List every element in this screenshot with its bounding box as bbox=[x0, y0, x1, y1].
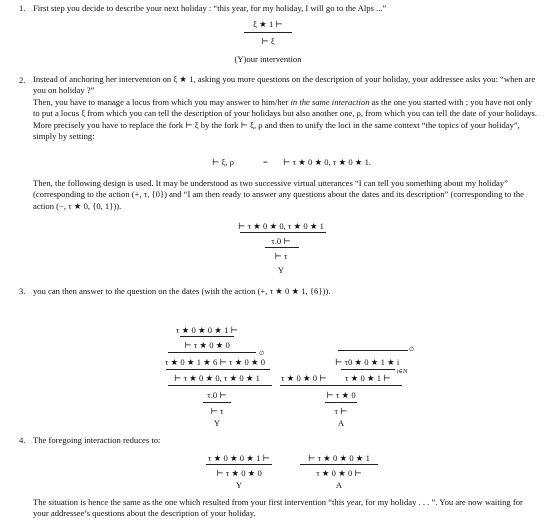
item-2-emphasis: in the same interaction bbox=[290, 97, 370, 107]
item-3-number: 3. bbox=[19, 286, 26, 296]
item-4-number: 4. bbox=[19, 435, 26, 445]
item-2-paragraph-2-end: as the one you started with ; you have not only to put a locus ξ from which you can tell the description of your holidays but also another one, ρ, from which you can tell the date of your holidays. More precisely you have to replace the fork ⊢ ξ by the fork ⊢ ξ, ρ and then to unify the loci in the same context “the topics of your holiday”, simply by setting: bbox=[33, 97, 538, 141]
a-line-right: τ ★ 0 ★ 1 ⊢ bbox=[345, 373, 391, 383]
equation-sign: = bbox=[263, 157, 268, 167]
a-caption: A bbox=[337, 418, 345, 428]
reduced-y-line-1: τ ★ 0 ★ 0 ★ 1 ⊢ bbox=[208, 453, 270, 463]
y-line-3: τ ★ 0 ★ 1 ★ 6 ⊢ τ ★ 0 ★ 0 bbox=[164, 357, 266, 367]
a-rule-2 bbox=[280, 385, 402, 386]
item-1-caption: (Y)our intervention bbox=[234, 54, 302, 64]
reduced-a-rule bbox=[300, 464, 378, 465]
design-line-2: τ.0 ⊢ bbox=[271, 236, 291, 246]
y-rule-1 bbox=[180, 336, 234, 337]
item-1-text: First step you decide to describe your next holiday : “this year, for my holiday, I will go to the Alps ...” bbox=[33, 3, 387, 13]
item-1-inference-rule bbox=[244, 32, 292, 33]
y-line-2: ⊢ τ ★ 0 ★ 0 bbox=[184, 340, 230, 350]
y-rule-3 bbox=[166, 369, 270, 370]
design-line-1: ⊢ τ ★ 0 ★ 0, τ ★ 0 ★ 1 bbox=[238, 221, 324, 231]
y-line-4: ⊢ τ ★ 0 ★ 0, τ ★ 0 ★ 1 bbox=[174, 373, 260, 383]
item-1-conclusion: ⊢ ξ bbox=[261, 36, 275, 46]
item-2-paragraph-3: Then, the following design is used. It may be understood as two successive virtual utterances “I can tell you something about my holiday” (corresponding to the action (+, τ, {0}) and “I am then ready to answer any questions about the dates and its description” (corresponding to the action (−, τ ★ 0, {0, 1})). bbox=[33, 178, 524, 211]
a-rule-1 bbox=[341, 369, 395, 370]
a-line-3: ⊢ τ ★ 0 bbox=[326, 390, 356, 400]
item-2-paragraph-2 bbox=[33, 97, 538, 142]
equation-rhs: ⊢ τ ★ 0 ★ 0, τ ★ 0 ★ 1. bbox=[283, 157, 372, 167]
equation-lhs: ⊢ ξ, ρ bbox=[212, 157, 234, 167]
a-rule-0 bbox=[338, 350, 408, 351]
y-rule-label: ∅ bbox=[259, 351, 265, 357]
item-3-text: you can then answer to the question on the dates (with the action (+, τ ★ 0 ★ 1, {6})). bbox=[33, 286, 331, 296]
a-rule-3 bbox=[325, 402, 357, 403]
closing-paragraph: The situation is hence the same as the one which resulted from your first intervention “this year, for my holiday . . . ”. You are now waiting for your addressee’s questions about the description of your holiday. bbox=[33, 497, 523, 519]
a-line-4: τ ⊢ bbox=[334, 406, 348, 416]
design-rule-2 bbox=[265, 247, 299, 248]
a-line-left: τ ★ 0 ★ 0 ⊢ bbox=[281, 373, 327, 383]
reduced-a-line-1: ⊢ τ ★ 0 ★ 0 ★ 1 bbox=[308, 453, 370, 463]
item-4-text: The foregoing interaction reduces to: bbox=[33, 435, 161, 445]
a-rule-0-label: ∅ bbox=[409, 347, 415, 353]
item-2-number: 2. bbox=[19, 75, 26, 85]
item-1-premise: ξ ★ 1 ⊢ bbox=[253, 19, 283, 29]
a-line-top: ⊢ τ0 ★ 0 ★ 1 ★ i bbox=[335, 357, 400, 367]
a-index-label: i∈N bbox=[397, 369, 408, 375]
design-line-3: ⊢ τ bbox=[274, 251, 288, 261]
y-rule-2 bbox=[168, 352, 256, 353]
reduced-y-rule bbox=[206, 464, 272, 465]
y-line-1: τ ★ 0 ★ 0 ★ 1 ⊢ bbox=[176, 325, 238, 335]
reduced-a-line-2: τ ★ 0 ★ 0 ⊢ bbox=[316, 468, 362, 478]
y-caption: Y bbox=[213, 418, 221, 428]
reduced-y-caption: Y bbox=[235, 480, 243, 490]
reduced-y-line-2: ⊢ τ ★ 0 ★ 0 bbox=[216, 468, 262, 478]
reduced-a-caption: A bbox=[335, 480, 343, 490]
item-2-paragraph-2-start: Then, you have to manage a locus from which you may answer to him/her bbox=[33, 97, 291, 107]
item-2-paragraph-1: Instead of anchoring her intervention on ξ ★ 1, asking you more questions on the description of your holiday, your addressee asks you: “when are you on holiday ?” bbox=[33, 74, 536, 96]
design-rule-1 bbox=[240, 232, 326, 233]
y-rule-5 bbox=[203, 402, 231, 403]
y-line-5: τ.0 ⊢ bbox=[207, 390, 227, 400]
item-1-number: 1. bbox=[19, 3, 26, 13]
y-rule-4 bbox=[168, 385, 272, 386]
y-line-6: ⊢ τ bbox=[210, 406, 224, 416]
design-caption: Y bbox=[277, 265, 285, 275]
